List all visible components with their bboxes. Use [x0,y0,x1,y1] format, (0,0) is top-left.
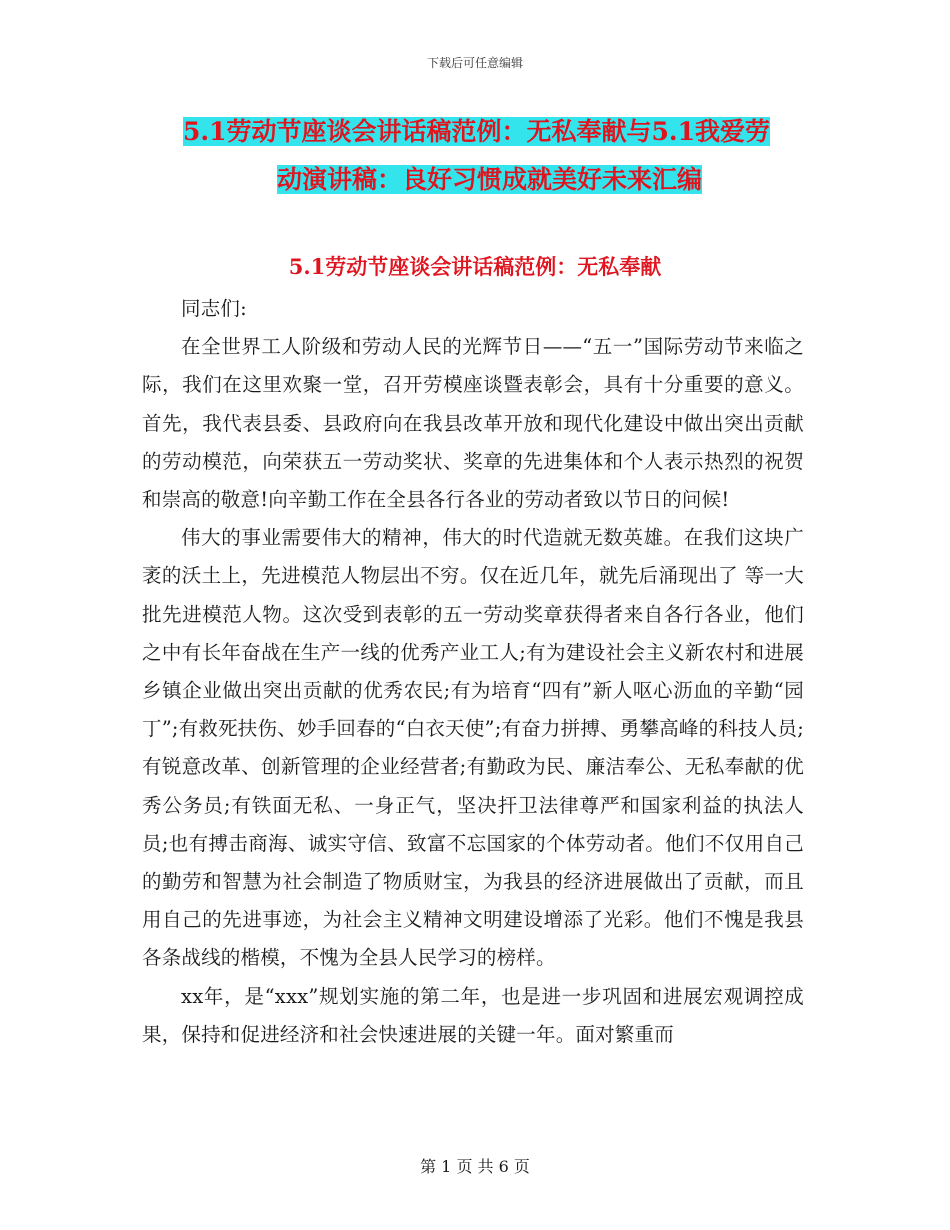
title-highlight: 动演讲稿：良好习惯成就美好未来汇编 [277,165,703,194]
salutation: 同志们: [181,297,247,320]
body-paragraph: xx年，是“xxx”规划实施的第二年，也是进一步巩固和进展宏观调控成果，保持和促进经济和社会快速进展的关键一年。面对繁重而 [142,984,804,1046]
body-paragraph: 在全世界工人阶级和劳动人民的光辉节日——“五一”国际劳动节来临之际，我们在这里欢聚一堂，召开劳模座谈暨表彰会，具有十分重要的意义。首先，我代表县委、县政府向在我县改革开放和现代化建设中做出突出贡献的劳动模范，向荣获五一劳动奖状、奖章的先进集体和个人表示热烈的祝贺和崇高的敬意!向辛勤工作在全县各行各业的劳动者致以节日的问候! [142,335,804,512]
document-title [183,108,833,204]
page-header-note: 下载后可任意编辑 [426,56,523,70]
section-title: 5.1劳动节座谈会讲话稿范例：无私奉献 [288,254,662,279]
document-body [142,290,804,1054]
body-paragraph: 伟大的事业需要伟大的精神，伟大的时代造就无数英雄。在我们这块广袤的沃土上，先进模范人物层出不穷。仅在近几年，就先后涌现出了 等一大批先进模范人物。这次受到表彰的五一劳动奖章获得者来自各行各业，他们之中有长年奋战在生产一线的优秀产业工人;有为建设社会主义新农村和进展乡镇企业做出突出贡献的优秀农民;有为培育“四有”新人呕心沥血的辛勤“园丁”;有救死扶伤、妙手回春的“白衣天使”;有奋力拼搏、勇攀高峰的科技人员;有锐意改革、创新管理的企业经营者;有勤政为民、廉洁奉公、无私奉献的优秀公务员;有铁面无私、一身正气，坚决扞卫法律尊严和国家利益的执法人员;也有搏击商海、诚实守信、致富不忘国家的个体劳动者。他们不仅用自己的勤劳和智慧为社会制造了物质财宝，为我县的经济进展做出了贡献，而且用自己的先进事迹，为社会主义精神文明建设增添了光彩。他们不愧是我县各条战线的楷模，不愧为全县人民学习的榜样。 [142,526,804,970]
document-title-line-1 [183,108,833,156]
title-highlight: 5.1劳动节座谈会讲话稿范例：无私奉献与5.1我爱劳 [183,117,770,146]
page-number: 第 1 页 共 6 页 [420,1157,530,1176]
document-title-line-2 [183,156,833,204]
